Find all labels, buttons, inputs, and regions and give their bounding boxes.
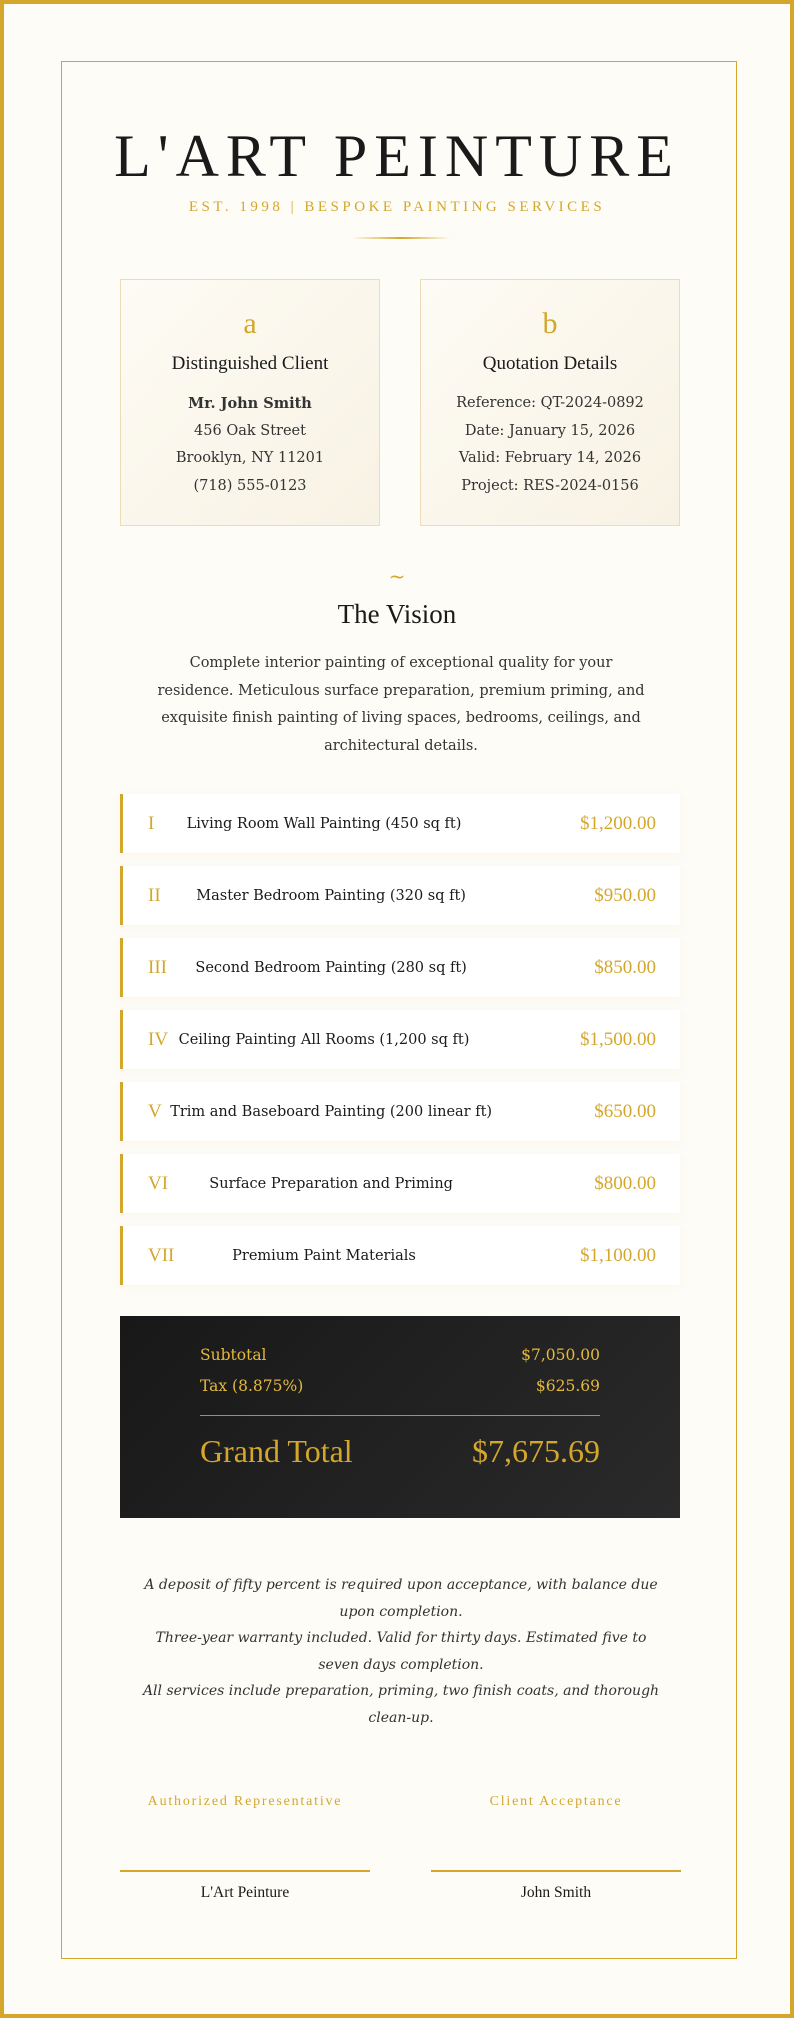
- subtotal-value: $7,050.00: [521, 1346, 600, 1364]
- item-price: $650.00: [594, 1100, 656, 1122]
- line-items: [120, 794, 680, 1298]
- item-price: $850.00: [594, 956, 656, 978]
- quotation-card-title: Quotation Details: [482, 353, 618, 374]
- quote-date: Date: January 15, 2026: [464, 422, 636, 439]
- brand-tagline: EST. 1998 | BESPOKE PAINTING SERVICES: [188, 199, 606, 215]
- vision-text: Complete interior painting of exceptional quality for your residence. Meticulous surface preparation, premium priming, and exquisite finish painting of living spaces, bedrooms, ceilings, and architectural details.: [157, 655, 645, 754]
- item-description: Surface Preparation and Priming: [209, 1175, 453, 1192]
- client-signature-label: Client Acceptance: [489, 1794, 623, 1809]
- item-price: $1,500.00: [580, 1028, 656, 1050]
- client-city: Brooklyn, NY 11201: [175, 450, 325, 466]
- terms-line-warranty: Three-year warranty included. Valid for thirty days. Estimated five to seven days completion.: [155, 1630, 647, 1673]
- client-phone: (718) 555-0123: [193, 477, 307, 494]
- rep-signature-label: Authorized Representative: [147, 1794, 343, 1809]
- line-item: II Master Bedroom Painting (320 sq ft) $950.00: [120, 866, 680, 925]
- section-ornament: ~: [388, 564, 406, 588]
- brand-title: L'ART PEINTURE: [114, 123, 680, 189]
- client-signature-line[interactable]: [431, 1870, 681, 1872]
- quote-valid: Valid: February 14, 2026: [458, 450, 642, 466]
- client-street: 456 Oak Street: [194, 422, 306, 439]
- client-card-title: Distinguished Client: [171, 353, 329, 374]
- line-item: III Second Bedroom Painting (280 sq ft) $850.00: [120, 938, 680, 997]
- quotation-card: [420, 279, 680, 526]
- quote-project: Project: RES-2024-0156: [461, 477, 639, 494]
- rep-signature-line[interactable]: [120, 1870, 370, 1872]
- terms-line-services: All services include preparation, priming, two finish coats, and thorough clean-up.: [142, 1683, 660, 1726]
- subtotal-label: Subtotal: [200, 1346, 267, 1364]
- client-signature-name: John Smith: [520, 1884, 592, 1901]
- line-item: V Trim and Baseboard Painting (200 linear ft) $650.00: [120, 1082, 680, 1141]
- terms-line-deposit: A deposit of fifty percent is required upon acceptance, with balance due upon completion.: [144, 1577, 658, 1620]
- tax-value: $625.69: [535, 1377, 600, 1395]
- totals-panel: [120, 1316, 680, 1518]
- item-description: Living Room Wall Painting (450 sq ft): [186, 815, 462, 832]
- tax-label: Tax (8.875%): [200, 1377, 304, 1395]
- line-item: IV Ceiling Painting All Rooms (1,200 sq ft) $1,500.00: [120, 1010, 680, 1069]
- item-price: $950.00: [594, 884, 656, 906]
- client-card: [120, 279, 380, 526]
- item-description: Master Bedroom Painting (320 sq ft): [196, 887, 466, 904]
- client-card-letter: a: [243, 307, 257, 340]
- subtotal-row: [200, 1346, 600, 1364]
- item-price: $1,200.00: [580, 812, 656, 834]
- vision-title: The Vision: [337, 599, 457, 629]
- grand-total-value: $7,675.69: [472, 1433, 600, 1469]
- tax-row: [200, 1377, 600, 1395]
- grand-total-label: Grand Total: [200, 1433, 353, 1469]
- item-description: Ceiling Painting All Rooms (1,200 sq ft): [178, 1031, 470, 1048]
- terms-text: [142, 1572, 660, 1731]
- grand-total-row: [200, 1433, 600, 1470]
- item-description: Trim and Baseboard Painting (200 linear ft): [170, 1103, 493, 1120]
- item-description: Second Bedroom Painting (280 sq ft): [195, 959, 467, 976]
- totals-divider: [200, 1415, 600, 1416]
- item-price: $800.00: [594, 1172, 656, 1194]
- item-description: Premium Paint Materials: [232, 1247, 416, 1264]
- rep-signature-name: L'Art Peinture: [200, 1884, 290, 1901]
- line-item: I Living Room Wall Painting (450 sq ft) $1,200.00: [120, 794, 680, 853]
- header-divider: [351, 237, 451, 239]
- line-item: VII Premium Paint Materials $1,100.00: [120, 1226, 680, 1285]
- line-item: VI Surface Preparation and Priming $800.00: [120, 1154, 680, 1213]
- item-price: $1,100.00: [580, 1244, 656, 1266]
- quote-reference: Reference: QT-2024-0892: [456, 395, 644, 411]
- client-name: Mr. John Smith: [188, 395, 312, 412]
- quotation-card-letter: b: [542, 307, 558, 340]
